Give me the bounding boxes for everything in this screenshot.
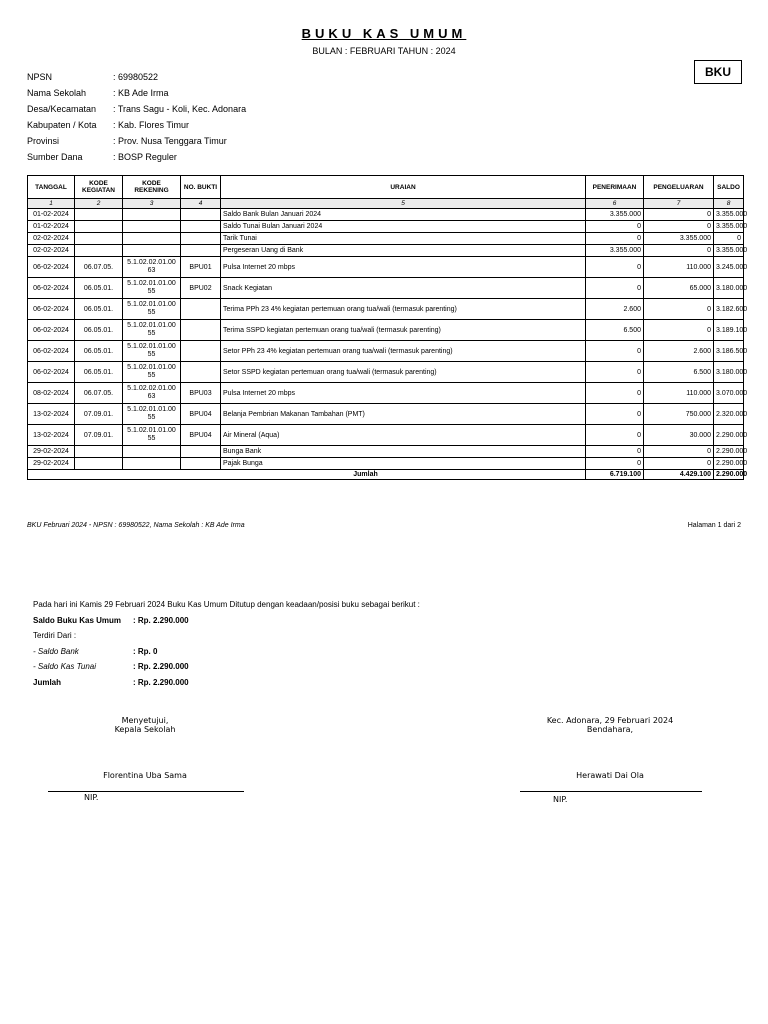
cell-saldo: 2.290.000 [714, 446, 744, 458]
cell-saldo: 3.182.600 [714, 299, 744, 320]
cell-tanggal: 06-02-2024 [28, 341, 75, 362]
cell-uraian: Setor PPh 23 4% kegiatan pertemuan orang tua/wali (termasuk parenting) [221, 341, 586, 362]
header-penerimaan: PENERIMAAN [586, 176, 644, 199]
cell-pengeluaran: 3.355.000 [644, 233, 714, 245]
cell-penerimaan: 0 [586, 362, 644, 383]
left-signature-name: Florentina Uba Sama [103, 771, 187, 780]
cell-penerimaan: 0 [586, 404, 644, 425]
cell-uraian: Bunga Bank [221, 446, 586, 458]
right-signature-title [525, 716, 695, 734]
cell-kode-kegiatan: 06.07.05. [75, 257, 123, 278]
table-row [28, 233, 744, 245]
cell-tanggal: 13-02-2024 [28, 404, 75, 425]
closing-bank-row [33, 644, 420, 660]
right-signature-place-date: Kec. Adonara, 29 Februari 2024 [546, 716, 674, 725]
left-signature-title [70, 716, 220, 734]
cell-tanggal: 13-02-2024 [28, 425, 75, 446]
cell-kode-rekening [123, 209, 181, 221]
cell-penerimaan: 0 [586, 278, 644, 299]
table-row [28, 209, 744, 221]
info-value: : BOSP Reguler [113, 152, 177, 162]
school-info [27, 69, 246, 165]
cell-tanggal: 29-02-2024 [28, 446, 75, 458]
column-number: 7 [644, 199, 714, 209]
cell-no-bukti [181, 245, 221, 257]
cell-saldo: 3.245.000 [714, 257, 744, 278]
column-number: 8 [714, 199, 744, 209]
total-pengeluaran: 4.429.100 [644, 470, 714, 480]
info-row [27, 85, 246, 101]
info-value: : Prov. Nusa Tenggara Timur [113, 136, 227, 146]
cell-uraian: Pulsa Internet 20 mbps [221, 257, 586, 278]
cell-no-bukti: BPU02 [181, 278, 221, 299]
table-row [28, 425, 744, 446]
cell-kode-kegiatan: 06.05.01. [75, 278, 123, 299]
info-row [27, 69, 246, 85]
cell-saldo: 3.189.100 [714, 320, 744, 341]
table-row [28, 221, 744, 233]
header-no-bukti: NO. BUKTI [181, 176, 221, 199]
info-row [27, 101, 246, 117]
table-row [28, 257, 744, 278]
cell-saldo: 3.186.500 [714, 341, 744, 362]
cell-penerimaan: 0 [586, 341, 644, 362]
cell-tanggal: 02-02-2024 [28, 245, 75, 257]
info-label: Kabupaten / Kota [27, 120, 97, 130]
cell-no-bukti [181, 221, 221, 233]
cell-pengeluaran: 30.000 [644, 425, 714, 446]
cell-saldo: 3.355.000 [714, 245, 744, 257]
cell-uraian: Terima PPh 23 4% kegiatan pertemuan orang tua/wali (termasuk parenting) [221, 299, 586, 320]
cell-uraian: Setor SSPD kegiatan pertemuan orang tua/wali (termasuk parenting) [221, 362, 586, 383]
column-number: 1 [28, 199, 75, 209]
document-title: BUKU KAS UMUM [301, 26, 467, 41]
cell-no-bukti: BPU01 [181, 257, 221, 278]
cell-penerimaan: 0 [586, 446, 644, 458]
cell-kode-kegiatan: 06.07.05. [75, 383, 123, 404]
left-signature-nip: NIP. [84, 793, 99, 802]
cell-pengeluaran: 0 [644, 209, 714, 221]
cell-uraian: Pergeseran Uang di Bank [221, 245, 586, 257]
info-row [27, 117, 246, 133]
column-number: 6 [586, 199, 644, 209]
cell-tanggal: 06-02-2024 [28, 320, 75, 341]
cell-no-bukti: BPU04 [181, 425, 221, 446]
cell-penerimaan: 2.600 [586, 299, 644, 320]
cell-no-bukti [181, 299, 221, 320]
closing-saldo-row [33, 613, 420, 629]
cell-penerimaan: 3.355.000 [586, 209, 644, 221]
cell-saldo: 2.290.000 [714, 425, 744, 446]
column-number: 2 [75, 199, 123, 209]
left-signature-line [48, 791, 244, 792]
cell-kode-rekening [123, 245, 181, 257]
column-number-row [28, 199, 744, 209]
cell-kode-kegiatan: 07.09.01. [75, 425, 123, 446]
cell-pengeluaran: 0 [644, 320, 714, 341]
cell-pengeluaran: 0 [644, 458, 714, 470]
total-saldo: 2.290.000 [714, 470, 744, 480]
cell-penerimaan: 0 [586, 425, 644, 446]
cell-tanggal: 06-02-2024 [28, 257, 75, 278]
closing-jumlah-row [33, 675, 420, 691]
cell-kode-kegiatan: 06.05.01. [75, 362, 123, 383]
header-tanggal: TANGGAL [28, 176, 75, 199]
info-label: NPSN [27, 72, 53, 82]
cell-tanggal: 06-02-2024 [28, 278, 75, 299]
table-row [28, 278, 744, 299]
table-row [28, 362, 744, 383]
document-subtitle: BULAN : FEBRUARI TAHUN : 2024 [312, 46, 456, 56]
cell-penerimaan: 0 [586, 221, 644, 233]
cell-penerimaan: 6.500 [586, 320, 644, 341]
column-number: 4 [181, 199, 221, 209]
cell-uraian: Terima SSPD kegiatan pertemuan orang tua/wali (termasuk parenting) [221, 320, 586, 341]
column-number: 3 [123, 199, 181, 209]
info-label: Provinsi [27, 136, 60, 146]
closing-label: - Saldo Kas Tunai [33, 662, 96, 671]
cell-saldo: 3.355.000 [714, 221, 744, 233]
total-label: Jumlah [28, 470, 586, 480]
table-row [28, 341, 744, 362]
closing-value: : Rp. 2.290.000 [133, 662, 189, 671]
cell-pengeluaran: 6.500 [644, 362, 714, 383]
cell-no-bukti: BPU03 [181, 383, 221, 404]
info-label: Desa/Kecamatan [27, 104, 97, 114]
cell-pengeluaran: 110.000 [644, 383, 714, 404]
cell-kode-kegiatan: 06.05.01. [75, 299, 123, 320]
cell-tanggal: 08-02-2024 [28, 383, 75, 404]
cell-saldo: 0 [714, 233, 744, 245]
total-penerimaan: 6.719.100 [586, 470, 644, 480]
cell-kode-rekening: 5.1.02.02.01.00 63 [123, 257, 181, 278]
cell-saldo: 2.320.000 [714, 404, 744, 425]
cell-kode-rekening: 5.1.02.01.01.00 55 [123, 425, 181, 446]
footer-document-info: BKU Februari 2024 - NPSN : 69980522, Nama Sekolah : KB Ade Irma [27, 522, 245, 529]
cell-pengeluaran: 110.000 [644, 257, 714, 278]
info-row [27, 133, 246, 149]
cell-pengeluaran: 0 [644, 446, 714, 458]
cell-kode-rekening: 5.1.02.01.01.00 55 [123, 278, 181, 299]
left-signature-approval: Menyetujui, [121, 716, 169, 725]
cell-no-bukti [181, 320, 221, 341]
info-value: : Kab. Flores Timur [113, 120, 190, 130]
info-label: Nama Sekolah [27, 88, 87, 98]
closing-value: : Rp. 0 [133, 646, 158, 656]
cell-no-bukti [181, 458, 221, 470]
cell-tanggal: 06-02-2024 [28, 299, 75, 320]
cell-no-bukti [181, 362, 221, 383]
closing-statement [33, 597, 420, 690]
header-kode-rekening: KODE REKENING [123, 176, 181, 199]
closing-intro: Pada hari ini Kamis 29 Februari 2024 Buku Kas Umum Ditutup dengan keadaan/posisi buku sebagai berikut : [33, 600, 420, 609]
cell-penerimaan: 0 [586, 458, 644, 470]
footer-page-number: Halaman 1 dari 2 [687, 522, 741, 529]
cell-saldo: 3.070.000 [714, 383, 744, 404]
right-signature-name: Herawati Dai Ola [576, 771, 644, 780]
cell-penerimaan: 3.355.000 [586, 245, 644, 257]
cell-penerimaan: 0 [586, 233, 644, 245]
table-header-row [28, 176, 744, 199]
cell-kode-rekening [123, 233, 181, 245]
header-pengeluaran: PENGELUARAN [644, 176, 714, 199]
table-row [28, 299, 744, 320]
cell-uraian: Saldo Tunai Bulan Januari 2024 [221, 221, 586, 233]
cell-kode-rekening [123, 221, 181, 233]
closing-label: Saldo Buku Kas Umum [33, 615, 122, 625]
closing-terdiri: Terdiri Dari : [33, 631, 77, 640]
header-kode-kegiatan: KODE KEGIATAN [75, 176, 123, 199]
cell-saldo: 3.180.000 [714, 278, 744, 299]
cell-uraian: Saldo Bank Bulan Januari 2024 [221, 209, 586, 221]
cell-pengeluaran: 0 [644, 299, 714, 320]
table-row [28, 383, 744, 404]
cell-saldo: 3.355.000 [714, 209, 744, 221]
left-signature-role: Kepala Sekolah [114, 725, 176, 734]
header-uraian: URAIAN [221, 176, 586, 199]
cell-tanggal: 29-02-2024 [28, 458, 75, 470]
cell-tanggal: 01-02-2024 [28, 209, 75, 221]
cell-kode-kegiatan: 06.05.01. [75, 341, 123, 362]
info-value: : KB Ade Irma [113, 88, 169, 98]
table-row [28, 245, 744, 257]
cell-uraian: Belanja Pembrian Makanan Tambahan (PMT) [221, 404, 586, 425]
cell-kode-rekening: 5.1.02.01.01.00 55 [123, 299, 181, 320]
cell-kode-kegiatan [75, 209, 123, 221]
bku-table [27, 175, 748, 480]
cell-kode-kegiatan [75, 446, 123, 458]
cell-pengeluaran: 0 [644, 245, 714, 257]
cell-kode-kegiatan [75, 233, 123, 245]
cell-no-bukti [181, 209, 221, 221]
cell-kode-rekening [123, 446, 181, 458]
cell-kode-rekening: 5.1.02.02.01.00 63 [123, 383, 181, 404]
closing-value: : Rp. 2.290.000 [133, 615, 189, 625]
bku-badge: BKU [694, 60, 742, 84]
cell-kode-kegiatan [75, 458, 123, 470]
cell-kode-kegiatan: 06.05.01. [75, 320, 123, 341]
closing-label: - Saldo Bank [33, 646, 79, 656]
cell-kode-rekening: 5.1.02.01.01.00 55 [123, 404, 181, 425]
cell-kode-kegiatan: 07.09.01. [75, 404, 123, 425]
cell-kode-rekening: 5.1.02.01.01.00 55 [123, 362, 181, 383]
table-row [28, 404, 744, 425]
info-value: : 69980522 [113, 72, 159, 82]
cell-kode-kegiatan [75, 221, 123, 233]
cell-penerimaan: 0 [586, 257, 644, 278]
cell-pengeluaran: 0 [644, 221, 714, 233]
cell-tanggal: 02-02-2024 [28, 233, 75, 245]
cell-saldo: 3.180.000 [714, 362, 744, 383]
cell-uraian: Snack Kegiatan [221, 278, 586, 299]
cell-no-bukti: BPU04 [181, 404, 221, 425]
cell-tanggal: 01-02-2024 [28, 221, 75, 233]
cell-uraian: Air Mineral (Aqua) [221, 425, 586, 446]
cell-no-bukti [181, 341, 221, 362]
cell-pengeluaran: 2.600 [644, 341, 714, 362]
cell-uraian: Pajak Bunga [221, 458, 586, 470]
cell-pengeluaran: 750.000 [644, 404, 714, 425]
cell-penerimaan: 0 [586, 383, 644, 404]
cell-kode-rekening [123, 458, 181, 470]
cell-no-bukti [181, 233, 221, 245]
table-row [28, 458, 744, 470]
right-signature-line [520, 791, 702, 792]
cell-saldo: 2.290.000 [714, 458, 744, 470]
column-number: 5 [221, 199, 586, 209]
header-saldo: SALDO [714, 176, 744, 199]
right-signature-nip: NIP. [553, 795, 568, 804]
cell-tanggal: 06-02-2024 [28, 362, 75, 383]
info-row [27, 149, 246, 165]
right-signature-role: Bendahara, [586, 725, 634, 734]
closing-label: Jumlah [33, 677, 62, 687]
cell-uraian: Tarik Tunai [221, 233, 586, 245]
table-row [28, 446, 744, 458]
cell-kode-rekening: 5.1.02.01.01.00 55 [123, 320, 181, 341]
closing-value: : Rp. 2.290.000 [133, 677, 189, 687]
cell-kode-rekening: 5.1.02.01.01.00 55 [123, 341, 181, 362]
info-value: : Trans Sagu - Koli, Kec. Adonara [113, 104, 247, 114]
cell-uraian: Pulsa Internet 20 mbps [221, 383, 586, 404]
table-row [28, 320, 744, 341]
info-label: Sumber Dana [27, 152, 83, 162]
cell-kode-kegiatan [75, 245, 123, 257]
cell-no-bukti [181, 446, 221, 458]
total-row [28, 470, 744, 480]
closing-tunai-row [33, 659, 420, 675]
cell-pengeluaran: 65.000 [644, 278, 714, 299]
